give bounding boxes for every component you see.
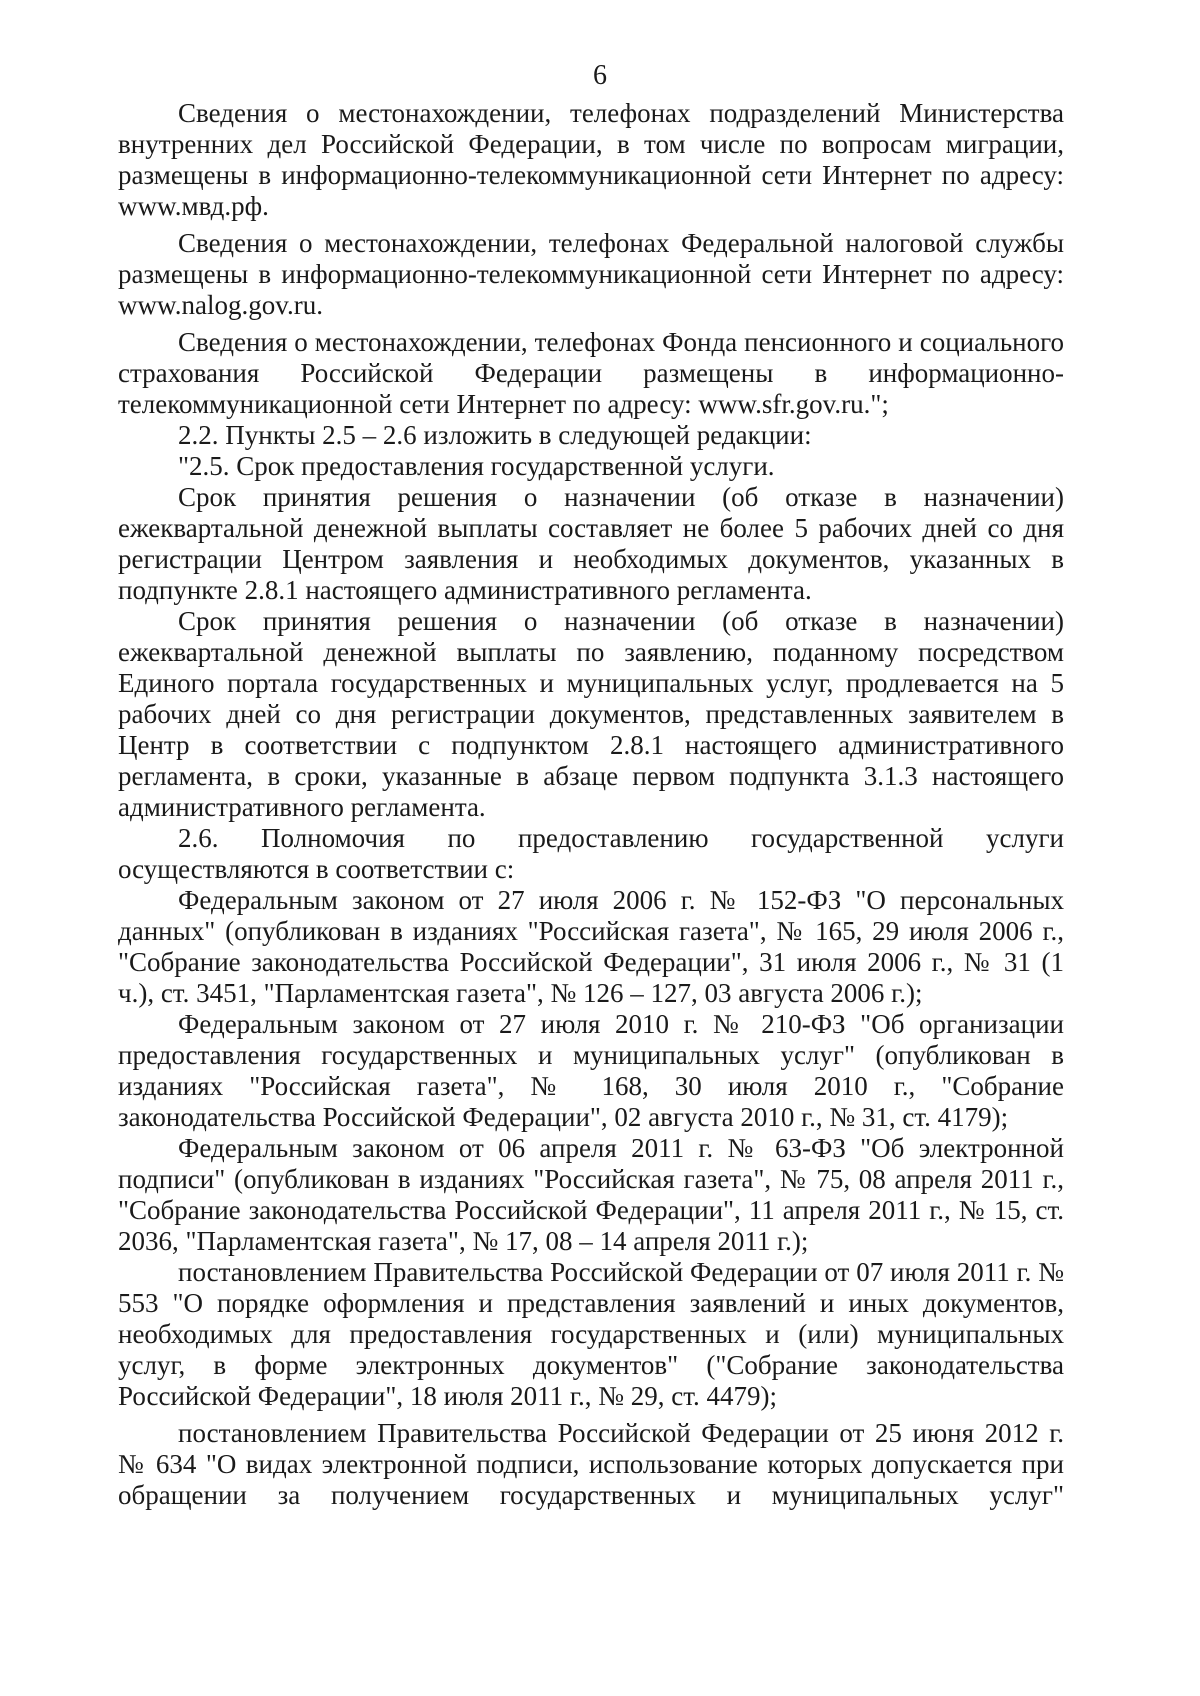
paragraph-amendment-2-2: 2.2. Пункты 2.5 – 2.6 изложить в следующей редакции: [178, 420, 812, 450]
paragraph-fns-contacts: Сведения о местонахождении, телефонах Федеральной налоговой службы размещены в информационно-телекоммуникационной сети Интернет по адресу: www.nalog.gov.ru. [118, 228, 1064, 320]
paragraph-law-152-fz: Федеральным законом от 27 июля 2006 г. № 152-ФЗ "О персональных данных" (опубликован в изданиях "Российская газета", № 165, 29 июля 2006 г., "Собрание законодательства Российской Федерации", 31 июля 2006 г., № 31 (1 ч.), ст. 3451, "Парламентская газета", № 126 – 127, 03 августа 2006 г.); [118, 885, 1064, 1008]
paragraph-section-2-5-title: "2.5. Срок предоставления государственной услуги. [178, 451, 775, 481]
paragraph-section-2-6-title: 2.6. Полномочия по предоставлению государственной услуги осуществляются в соответствии с: [118, 823, 1064, 884]
paragraph-decree-553: постановлением Правительства Российской Федерации от 07 июля 2011 г. № 553 "О порядке оформления и представления заявлений и иных документов, необходимых для предоставления государственных и (или) муниципальных услуг, в форме электронных документов" ("Собрание законодательства Российской Федерации", 18 июля 2011 г., № 29, ст. 4479); [118, 1257, 1064, 1411]
paragraph-decision-term: Срок принятия решения о назначении (об отказе в назначении) ежеквартальной денежной выплаты составляет не более 5 рабочих дней со дня регистрации Центром заявления и необходимых документов, указанных в подпункте 2.8.1 настоящего административного регламента. [118, 482, 1064, 605]
paragraph-decision-term-portal: Срок принятия решения о назначении (об отказе в назначении) ежеквартальной денежной выплаты по заявлению, поданному посредством Единого портала государственных и муниципальных услуг, продлевается на 5 рабочих дней со дня регистрации документов, представленных заявителем в Центр в соответствии с подпунктом 2.8.1 настоящего административного регламента, в сроки, указанные в абзаце первом подпункта 3.1.3 настоящего административного регламента. [118, 606, 1064, 822]
page-number: 6 [593, 60, 607, 91]
paragraph-mvd-contacts: Сведения о местонахождении, телефонах подразделений Министерства внутренних дел Российской Федерации, в том числе по вопросам миграции, размещены в информационно-телекоммуникационной сети Интернет по адресу: www.мвд.рф. [118, 98, 1064, 221]
paragraph-sfr-contacts: Сведения о местонахождении, телефонах Фонда пенсионного и социального страхования Российской Федерации размещены в информационно-телекоммуникационной сети Интернет по адресу: www.sfr.gov.ru."; [118, 327, 1064, 419]
document-body [118, 98, 1064, 1511]
paragraph-decree-634: постановлением Правительства Российской Федерации от 25 июня 2012 г. № 634 "О видах электронной подписи, использование которых допускается при обращении за получением государственных и муниципальных услуг" [118, 1418, 1064, 1510]
paragraph-law-63-fz: Федеральным законом от 06 апреля 2011 г. № 63-ФЗ "Об электронной подписи" (опубликован в изданиях "Российская газета", № 75, 08 апреля 2011 г., "Собрание законодательства Российской Федерации", 11 апреля 2011 г., № 15, ст. 2036, "Парламентская газета", № 17, 08 – 14 апреля 2011 г.); [118, 1133, 1064, 1256]
paragraph-law-210-fz: Федеральным законом от 27 июля 2010 г. № 210-ФЗ "Об организации предоставления государственных и муниципальных услуг" (опубликован в изданиях "Российская газета", № 168, 30 июля 2010 г., "Собрание законодательства Российской Федерации", 02 августа 2010 г., № 31, ст. 4179); [118, 1009, 1064, 1132]
